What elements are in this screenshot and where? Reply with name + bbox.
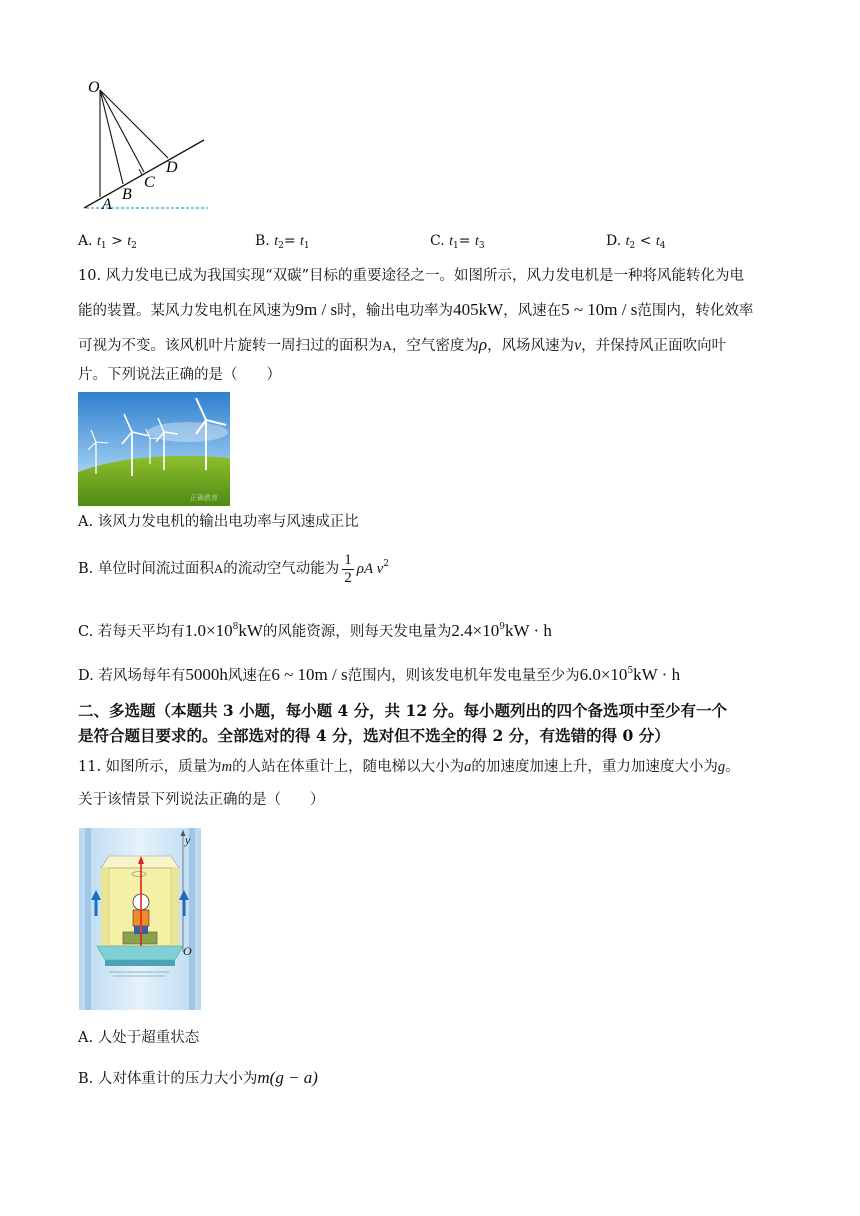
label-c: C xyxy=(144,174,155,191)
q11-option-b[interactable]: B. 人对体重计的压力大小为m(g − a) xyxy=(78,1068,318,1087)
label-b: B xyxy=(122,186,132,203)
q10-stem-line3: 可视为不变。该风机叶片旋转一周扫过的面积为A，空气密度为ρ，风场风速为v，并保持风正面吹向叶 xyxy=(78,335,727,354)
axis-label-y: y xyxy=(185,833,191,847)
photo-watermark: 正确教育 xyxy=(190,494,218,502)
q11-stem-line1: 11. 如图所示，质量为m的人站在体重计上，随电梯以大小为a的加速度加速上升，重力加速度大小为g。 xyxy=(78,759,740,775)
section2-heading-line1: 二、多选题（本题共 3 小题，每小题 4 分，共 12 分。每小题列出的四个备选项中至少有一个 xyxy=(78,701,728,720)
label-d: D xyxy=(166,159,178,176)
q11-stem-line2: 关于该情景下列说法正确的是（ ） xyxy=(78,792,325,808)
q10-stem-line1: 10. 风力发电已成为我国实现“双碳”目标的重要途径之一。如图所示，风力发电机是一种将风能转化为电 xyxy=(78,268,744,284)
section2-heading-line2: 是符合题目要求的。全部选对的得 4 分，选对但不选全的得 2 分，有选错的得 0 分） xyxy=(78,726,670,745)
incline-figure xyxy=(78,72,218,214)
label-o: O xyxy=(88,79,100,96)
q11-option-a[interactable]: A. 人处于超重状态 xyxy=(78,1030,200,1046)
axis-label-o: O xyxy=(183,944,192,958)
q10-stem-line4: 片。下列说法正确的是（ ） xyxy=(78,367,281,383)
q10-option-a[interactable]: A. 该风力发电机的输出电功率与风速成正比 xyxy=(78,514,359,530)
wind-turbine-photo xyxy=(78,392,230,506)
q9-option-c[interactable]: C. $t_1= t_3$ xyxy=(430,233,485,251)
q9-option-b[interactable]: B. $t_2= t_1$ xyxy=(255,233,310,251)
q9-option-d[interactable]: D. $t_2 < t_4$ xyxy=(606,233,666,251)
label-a: A xyxy=(102,196,112,213)
q10-option-b[interactable]: B. 单位时间流过面积A的流动空气动能为 $\frac{1}{2}$ ρA $v^2$ xyxy=(78,552,389,586)
elevator-figure xyxy=(79,828,201,1010)
q10-option-c[interactable]: C. 若每天平均有$1.0\times 10^8kW$的风能资源，则每天发电量为$2.4\times 10^9kW \cdot h$ xyxy=(78,621,552,640)
fraction-one-half: $\frac{1}{2}$ xyxy=(344,552,352,586)
q10-stem-line2: 能的装置。某风力发电机在风速为9m / s时，输出电功率为405kW，风速在5 ~ 10m / s范围内，转化效率 xyxy=(78,300,754,319)
q9-option-a[interactable]: A. $t_1 > t_2$ xyxy=(78,233,137,251)
q10-option-d[interactable]: D. 若风场每年有5000h风速在6 ~ 10m / s范围内，则该发电机年发电量至少为$6.0\times 10^5kW \cdot h$ xyxy=(78,665,681,684)
